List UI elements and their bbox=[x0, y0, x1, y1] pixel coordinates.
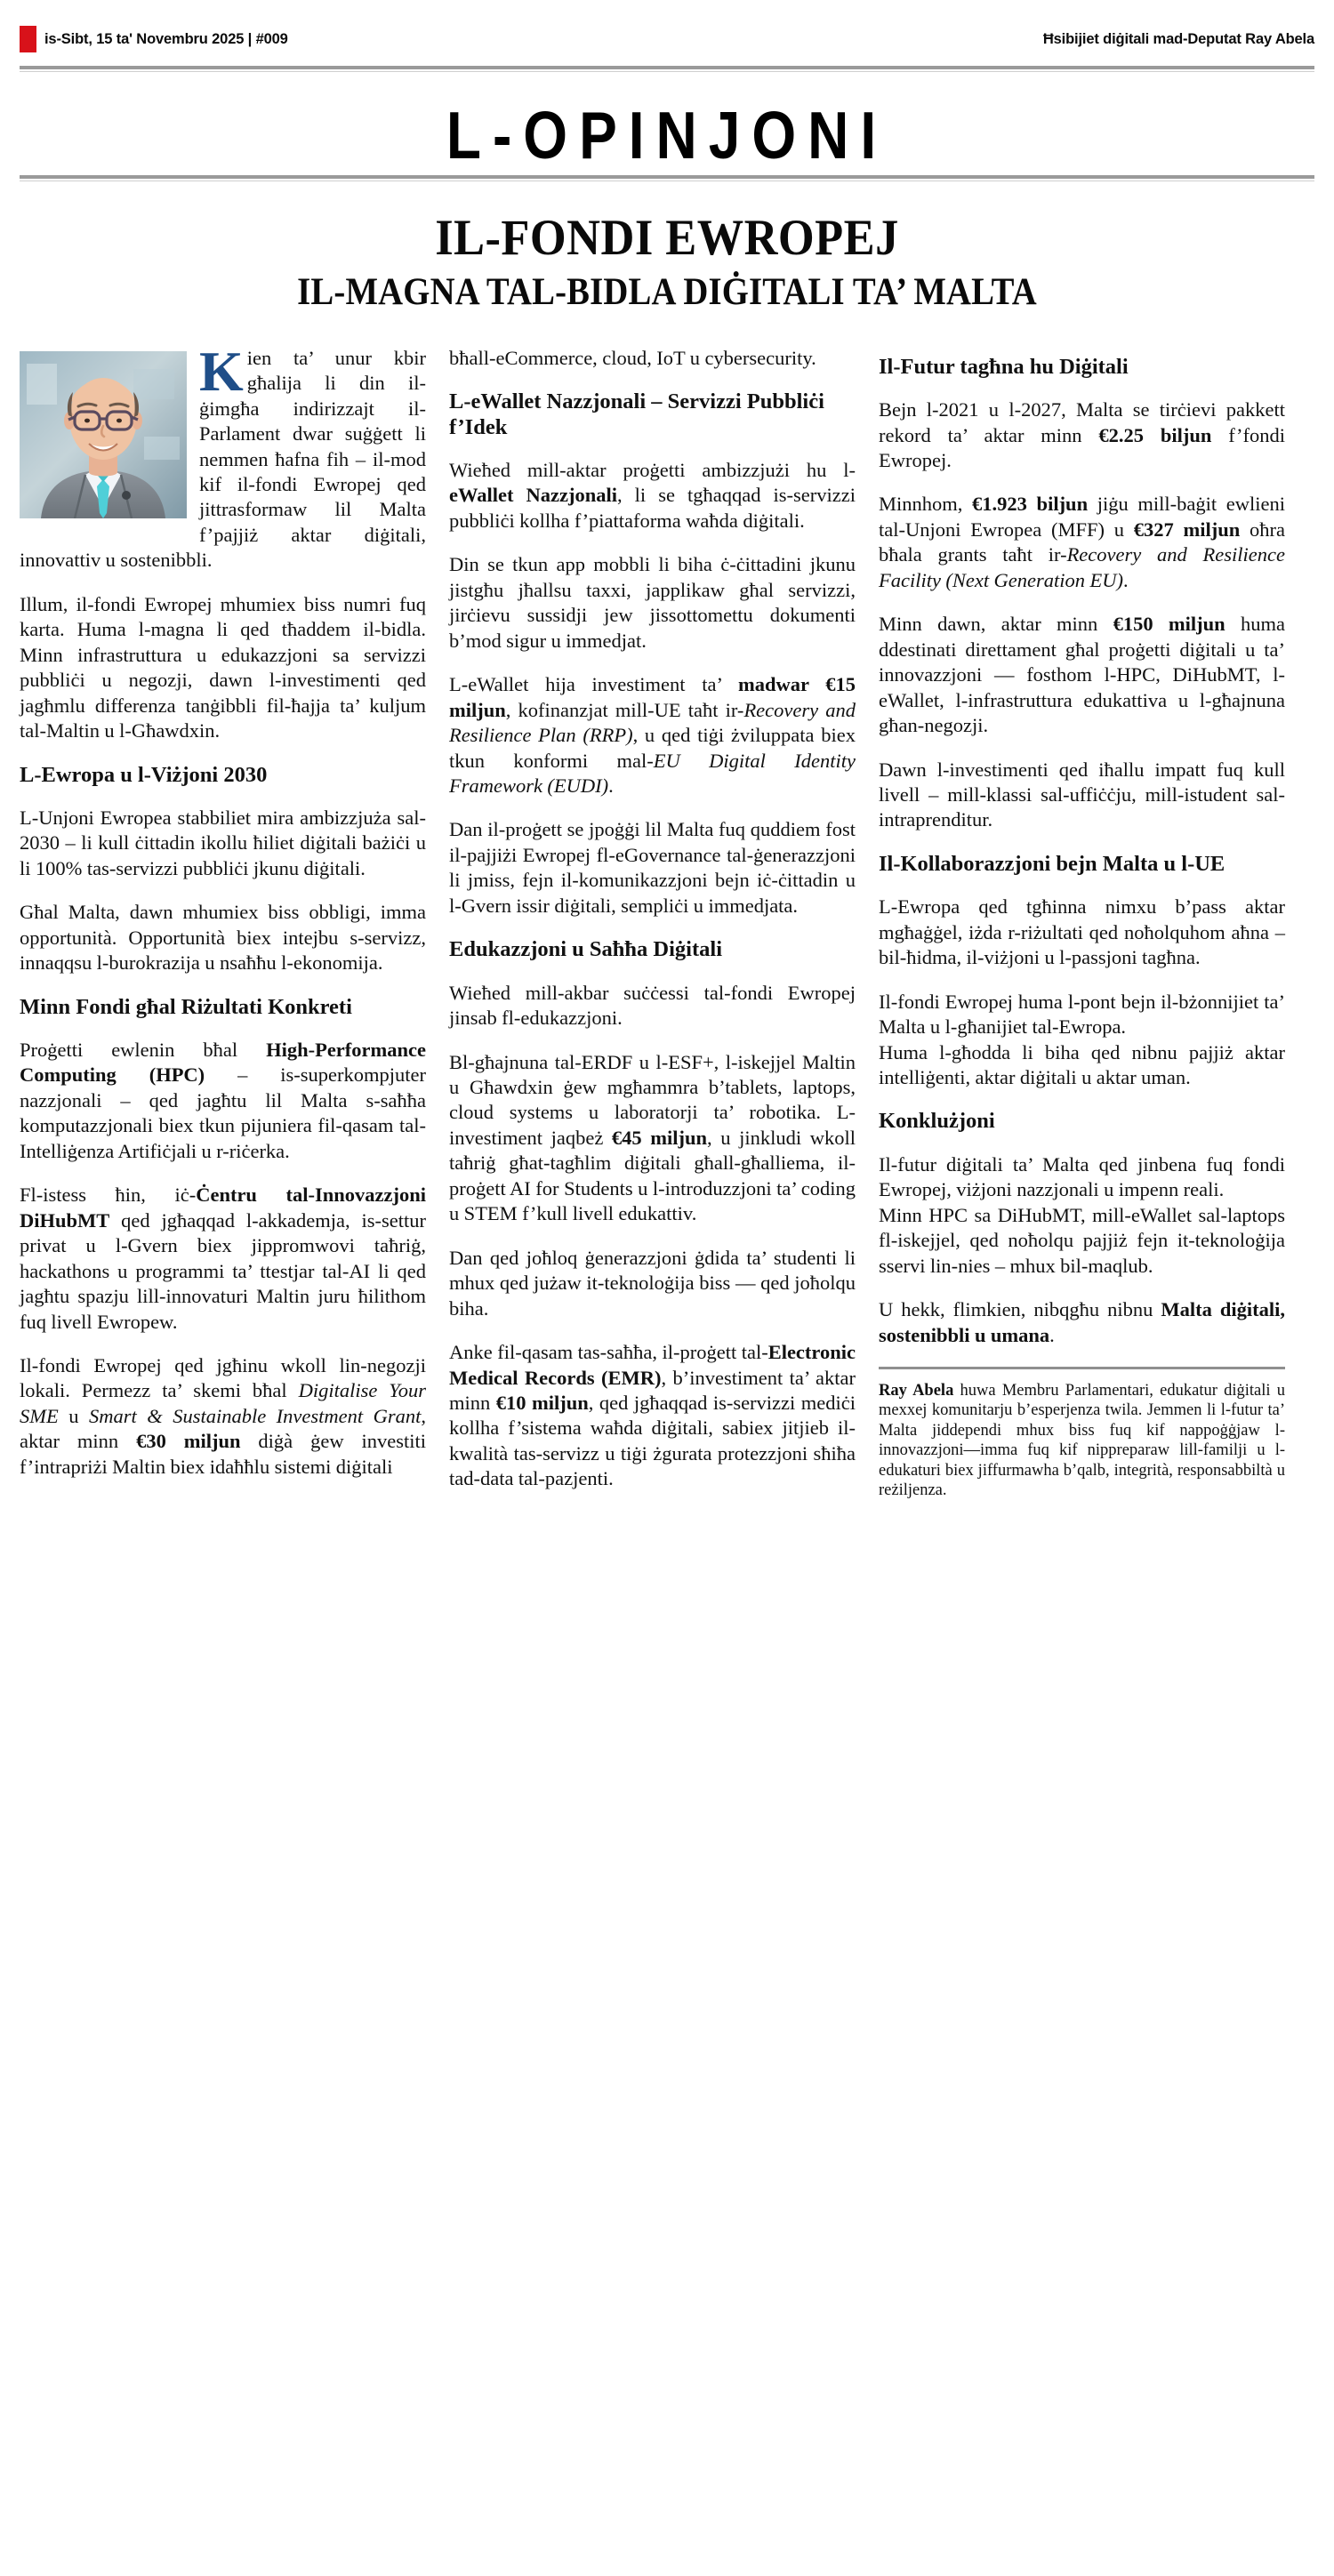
author-bio-box bbox=[879, 1367, 1285, 1500]
col3-p3-text-a: Minn dawn, aktar minn bbox=[879, 613, 1113, 636]
header-tagline: Ħsibijiet diġitali mad-Deputat Ray Abela bbox=[1042, 30, 1314, 47]
col1-p7-italic-digitalise: Digitalise Your SME bbox=[20, 1379, 426, 1427]
col1-p5-text-a: Proġetti ewlenin bħal bbox=[20, 1039, 267, 1062]
col2-paragraph-5: Dan il-proġett se jpoġġi lil Malta fuq quddiem fost il-pajjiżi Ewropej fl-eGovernance tal-ġenerazzjoni li jmiss, fejn il-komunikazzjoni bejn iċ-ċittadin u l-Gvern issir diġitali, sempliċi u immedjata. bbox=[449, 818, 856, 917]
col3-p2-text-e: oħra bħala grants taħt ir- bbox=[879, 518, 1285, 566]
portrait-image bbox=[20, 351, 187, 518]
col2-p9-bold-amount: €10 miljun bbox=[495, 1391, 589, 1414]
col3-paragraph-6 bbox=[879, 990, 1285, 1091]
col2-p4-text-g: . bbox=[608, 774, 614, 797]
col3-paragraph-3 bbox=[879, 612, 1285, 738]
col1-p5-text-c: – is-superkompjuter nazzjonali – qed jagħtu lil Malta s-saħħa komputazzjonali biex tkun pijuniera fil-qasam tal-Intelliġenza Artifiċjali u r-riċerka. bbox=[20, 1063, 426, 1162]
col3-p2-text-c: jiġu mill-baġit ewlieni tal-Unjoni Ewropea (MFF) u bbox=[879, 493, 1285, 541]
col3-p6-line-1: Il-fondi Ewropej huma l-pont bejn il-bżonnijiet ta’ Malta u l-għanijiet tal-Ewropa. bbox=[879, 990, 1285, 1039]
masthead-container bbox=[20, 72, 1314, 172]
page-header bbox=[20, 0, 1314, 62]
col3-paragraph-2 bbox=[879, 492, 1285, 593]
col3-p7-line-2: Minn HPC sa DiHubMT, mill-eWallet sal-laptops fl-iskejjel, qed noħolqu pajjiż fejn it-teknoloġija sservi lin-nies – mhux bil-maqlub. bbox=[879, 1203, 1285, 1277]
col2-p7-text-c: , u jinkludi wkoll taħriġ għat-tagħlim diġitali għall-għalliema, il-proġett AI for Students u l-introduzzjoni ta’ coding u STEM f’kull livell edukattiv. bbox=[449, 1126, 856, 1225]
author-portrait bbox=[20, 351, 187, 518]
col1-paragraph-4: Għal Malta, dawn mhumiex biss obbligi, imma opportunità. Opportunità biex intejbu s-servizz, innaqqsu l-burokrazija u nsaħħu l-ekonomija. bbox=[20, 901, 426, 975]
col3-paragraph-4: Dawn l-investimenti qed iħallu impatt fuq kull livell – mill-klassi sal-uffiċċju, mill-istudent sal-intraprenditur. bbox=[879, 758, 1285, 831]
col3-paragraph-5: L-Ewropa qed tgħinna nimxu b’pass aktar mgħaġġel, iżda r-riżultati qed noħolquhom aħna – bil-ħidma, il-viżjoni u l-passjoni tagħna. bbox=[879, 895, 1285, 969]
col2-paragraph-6: Wieħed mill-akbar suċċessi tal-fondi Ewropej jinsab fl-edukazzjoni. bbox=[449, 981, 856, 1030]
col2-p7-text-a: Bl-għajnuna tal-ERDF u l-ESF+, l-iskejjel Maltin u Għawdxin ġew mgħammra b’tablets, laptops, cloud systems u laboratorji ta’ robotika. L-investiment jaqbeż bbox=[449, 1050, 856, 1149]
col2-paragraph-7 bbox=[449, 1050, 856, 1227]
column-3 bbox=[879, 346, 1285, 1501]
col2-p4-italic-rrp: Recovery and Resilience Plan (RRP) bbox=[449, 698, 856, 747]
col1-p7-text-g: diġà ġew investiti f’intrapriżi Maltin biex idaħħlu sistemi diġitali bbox=[20, 1430, 426, 1478]
col2-paragraph-4 bbox=[449, 672, 856, 798]
col2-p9-text-a: Anke fil-qasam tas-saħħa, il-proġett tal- bbox=[449, 1341, 768, 1364]
col3-heading-konkluzjoni: Konklużjoni bbox=[879, 1109, 995, 1134]
col3-p1-text-c: f’fondi Ewropej. bbox=[879, 423, 1285, 472]
col2-p9-text-c: , b’investiment ta’ aktar minn bbox=[449, 1366, 856, 1414]
col3-p3-bold-amount: €150 miljun bbox=[1113, 613, 1226, 636]
col2-p4-bold-investiment: madwar €15 miljun bbox=[449, 673, 856, 721]
col1-p7-text-c: u bbox=[58, 1404, 89, 1427]
issue-date-label: is-Sibt, 15 ta' Novembru 2025 | #009 bbox=[44, 30, 288, 47]
col3-paragraph-7 bbox=[879, 1152, 1285, 1279]
col1-heading-europa-vizjoni: L-Ewropa u l-Viżjoni 2030 bbox=[20, 762, 268, 787]
author-name: Ray Abela bbox=[879, 1382, 954, 1400]
col3-p7-line-1: Il-futur diġitali ta’ Malta qed jinbena fuq fondi Ewropej, viżjoni nazzjonali u impenn reali. bbox=[879, 1152, 1285, 1201]
col1-p6-text-a: Fl-istess ħin, iċ- bbox=[20, 1184, 197, 1207]
headline-block bbox=[20, 181, 1314, 323]
col3-p2-bold-mff-amount: €1.923 biljun bbox=[972, 493, 1089, 516]
col3-heading-kollaborazzjoni: Il-Kollaborazzjoni bejn Malta u l-UE bbox=[879, 851, 1226, 876]
col2-paragraph-8: Dan qed joħloq ġenerazzjoni ġdida ta’ studenti li mhux qed jużaw it-teknoloġija biss — qed joħolqu biha. bbox=[449, 1246, 856, 1320]
col2-p2-text-c: , li se tgħaqqad is-servizzi pubbliċi kollha f’piattaforma waħda diġitali. bbox=[449, 484, 856, 532]
col1-paragraph-6 bbox=[20, 1183, 426, 1335]
column-1 bbox=[20, 339, 426, 1501]
col1-p7-text-e: , aktar minn bbox=[20, 1404, 426, 1453]
header-left bbox=[20, 26, 288, 52]
col1-paragraph-7 bbox=[20, 1353, 426, 1480]
col3-paragraph-1 bbox=[879, 397, 1285, 473]
col1-paragraph-3: L-Unjoni Ewropea stabbiliet mira ambizzjuża sal-2030 – li kull ċittadin ikollu ħiliet diġitali bażiċi u li 100% tas-servizzi pubbliċi jkunu diġitali. bbox=[20, 806, 426, 879]
masthead-title: L-OPINJONI bbox=[446, 97, 888, 173]
col1-p6-bold-dihubmt: Ċentru tal-Innovazzjoni DiHubMT bbox=[20, 1184, 426, 1232]
col3-paragraph-8 bbox=[879, 1297, 1285, 1348]
article-headline: IL-FONDI EWROPEJ bbox=[435, 210, 899, 266]
col2-p4-text-a: L-eWallet hija investiment ta’ bbox=[449, 673, 738, 696]
col1-p6-text-c: qed jgħaqqad l-akkademja, is-settur privat u l-Gvern biex jippromwovi taħriġ, hackathons u programmi ta’ ttestjar tal-AI li qed jagħtu spazju lill-innovaturi Maltin juru ħilithom fuq livell Ewropew. bbox=[20, 1208, 426, 1333]
col2-p4-italic-eudi: EU Digital Identity Framework (EUDI) bbox=[449, 749, 856, 797]
col1-p5-bold-hpc: High-Performance Computing (HPC) bbox=[20, 1039, 426, 1087]
col3-p1-bold-amount: €2.25 biljun bbox=[1098, 423, 1212, 446]
col2-heading-edukazzjoni-sahha: Edukazzjoni u Saħħa Diġitali bbox=[449, 937, 723, 962]
col2-paragraph-1: bħall-eCommerce, cloud, IoT u cybersecurity. bbox=[449, 346, 816, 369]
col3-p8-text-a: U hekk, flimkien, nibqgħu nibnu bbox=[879, 1298, 1161, 1321]
col2-heading-ewallet: L-eWallet Nazzjonali – Servizzi Pubbliċi f’Idek bbox=[449, 389, 824, 439]
header-rule-thick bbox=[20, 66, 1314, 69]
col3-p6-line-2: Huma l-għodda li biha qed nibnu pajjiż aktar intelliġenti, aktar diġitali u aktar uman. bbox=[879, 1040, 1285, 1089]
col3-heading-futur-digitali: Il-Futur tagħna hu Diġitali bbox=[879, 354, 1129, 379]
col3-p2-italic-rrf: Recovery and Resilience Facility (Next Generation EU) bbox=[879, 543, 1285, 591]
col3-p8-text-c: . bbox=[1049, 1323, 1055, 1346]
col1-p7-text-a: Il-fondi Ewropej qed jgħinu wkoll lin-negozji lokali. Permezz ta’ skemi bħal bbox=[20, 1354, 426, 1402]
col1-paragraph-5 bbox=[20, 1038, 426, 1164]
col2-p2-text-a: Wieħed mill-aktar proġetti ambizzjużi hu l- bbox=[449, 458, 856, 481]
col2-p9-text-e: , qed jgħaqqad is-servizzi mediċi kollha f’sistema waħda diġitali, sabiex jitjieb il-kwalità tas-servizz u tiġi żgurata protezzjoni sħiħa tad-data tal-pazjenti. bbox=[449, 1391, 856, 1490]
column-2 bbox=[449, 346, 856, 1501]
col1-p7-italic-smart-grant: Smart & Sustainable Investment Grant bbox=[88, 1404, 422, 1427]
drop-cap: K bbox=[199, 339, 244, 403]
col2-p2-bold-ewallet: eWallet Nazzjonali bbox=[449, 484, 618, 507]
col2-p7-bold-amount: €45 miljun bbox=[611, 1126, 708, 1149]
col3-p8-bold-closing: Malta diġitali, sostenibbli u umana bbox=[879, 1298, 1285, 1346]
author-bio-text bbox=[879, 1381, 1285, 1500]
article-subheadline: IL-MAGNA TAL-BIDLA DIĠITALI TA’ MALTA bbox=[297, 271, 1037, 314]
col1-paragraph-2: Illum, il-fondi Ewropej mhumiex biss numri fuq karta. Huma l-magna li qed tħaddem il-bidla. Minn infrastruttura u edukazzjoni sa servizzi pubbliċi u negozji, dawn l-investimenti qed jagħmlu differenza tanġibbli fil-ħajja ta’ kuljum tal-Maltin u l-Għawdxin. bbox=[20, 592, 426, 742]
col2-paragraph-3: Din se tkun app mobbli li biha ċ-ċittadini jkunu jistgħu jħallsu taxxi, japplikaw għal servizzi, jirċievu sussidji jew jissottomettu dokumenti b’mod sigur u immedjat. bbox=[449, 553, 856, 652]
col1-lead-text: ien ta’ unur kbir għalija li din il-ġimgħa indirizzajt il-Parlament dwar suġġett li nemmen ħafna fih – il-mod kif il-fondi Ewropej qed jittrasformaw lil Malta f’pajjiż aktar diġitali, innovattiv u sostenibbli. bbox=[20, 346, 426, 572]
col2-paragraph-9 bbox=[449, 1340, 856, 1492]
col2-p4-text-c: , kofinanzjat mill-UE taħt ir- bbox=[505, 698, 744, 721]
col3-p2-text-g: . bbox=[1122, 568, 1129, 591]
col3-p1-text-a: Bejn l-2021 u l-2027, Malta se tirċievi pakkett rekord ta’ aktar minn bbox=[879, 398, 1285, 446]
col3-p2-bold-grant-amount: €327 miljun bbox=[1133, 518, 1241, 541]
col2-p9-bold-emr: Electronic Medical Records (EMR) bbox=[449, 1341, 856, 1389]
col2-paragraph-2 bbox=[449, 458, 856, 534]
article-columns bbox=[20, 323, 1314, 1501]
red-accent-marker bbox=[20, 26, 36, 52]
col3-p2-text-a: Minnhom, bbox=[879, 493, 973, 516]
col2-p4-text-e: , u qed tiġi żviluppata biex tkun konformi mal- bbox=[449, 724, 856, 772]
col1-p7-bold-amount: €30 miljun bbox=[136, 1430, 241, 1453]
author-bio-body: huwa Membru Parlamentari, edukatur diġitali u mexxej komunitarju b’esperjenza twila. Jemmen li l-futur ta’ Malta jiddependi mhux biss fuq kif nappoġġjaw l-innovazzjoni—imma fuq kif nippreparaw lill-familji u l-edukaturi biex jiffurmawha b’qalb, integrità, responsabbiltà u reżiljenza. bbox=[879, 1382, 1286, 1499]
col3-p3-text-c: huma ddestinati direttament għal proġetti diġitali u ta’ innovazzjoni — fosthom l-HPC, DiHubMT, l-eWallet, l-infrastruttura edukattiva u l-għajnuna għan-negozji. bbox=[879, 613, 1285, 737]
col1-heading-riżultati-konkreti: Minn Fondi għal Riżultati Konkreti bbox=[20, 994, 352, 1019]
